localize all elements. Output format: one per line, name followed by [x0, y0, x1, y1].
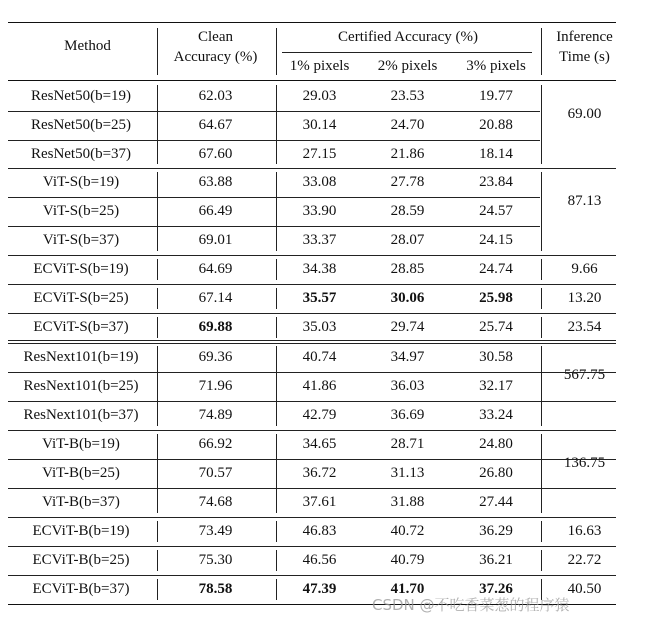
header-clean-line1: Clean	[198, 29, 233, 45]
header-1pct: 1% pixels	[289, 58, 350, 74]
value-cell-clean: 66.92	[198, 436, 233, 452]
column-divider	[541, 346, 542, 426]
header-inference-line1: Inference	[556, 29, 613, 45]
value-cell-c2: 28.85	[390, 261, 425, 277]
method-cell: ECViT-B(b=25)	[32, 552, 130, 568]
header-3pct: 3% pixels	[466, 58, 526, 74]
value-cell-c2: 31.88	[390, 494, 425, 510]
value-cell-c1: 37.61	[302, 494, 337, 510]
value-cell-c2: 36.03	[390, 378, 425, 394]
column-divider	[157, 550, 158, 571]
column-divider	[276, 521, 277, 542]
column-divider	[157, 521, 158, 542]
column-divider	[157, 346, 158, 426]
value-cell-clean: 66.49	[198, 203, 233, 219]
value-cell-clean: 62.03	[198, 87, 233, 104]
method-cell: ResNext101(b=19)	[23, 348, 139, 365]
column-divider	[157, 317, 158, 338]
column-divider	[157, 288, 158, 309]
value-cell-clean: 64.67	[198, 117, 233, 133]
column-divider	[276, 288, 277, 309]
column-divider	[276, 550, 277, 571]
value-cell-clean: 64.69	[198, 261, 233, 277]
value-cell-c1: 42.79	[302, 407, 337, 423]
column-divider	[276, 317, 277, 338]
inference-time-cell: 13.20	[567, 290, 602, 306]
value-cell-c1: 27.15	[302, 145, 337, 162]
column-divider	[276, 259, 277, 280]
value-cell-clean: 75.30	[198, 552, 233, 568]
value-cell-c2: 28.59	[390, 203, 425, 219]
value-cell-clean: 74.68	[198, 494, 233, 510]
value-cell-c2: 30.06	[390, 290, 425, 306]
value-cell-c3: 33.24	[479, 407, 513, 423]
column-divider	[157, 434, 158, 513]
certified-underline	[282, 52, 532, 53]
column-divider	[157, 28, 158, 75]
column-divider	[276, 434, 277, 513]
value-cell-c2: 31.13	[390, 465, 425, 481]
method-cell: ViT-B(b=37)	[42, 494, 120, 510]
method-cell: ECViT-S(b=19)	[33, 261, 129, 277]
column-divider	[157, 85, 158, 164]
inference-time-cell: 40.50	[567, 581, 602, 597]
method-cell: ViT-S(b=19)	[42, 174, 120, 190]
column-divider	[541, 85, 542, 164]
value-cell-c3: 25.98	[479, 290, 513, 306]
section-double-rule	[8, 340, 616, 341]
value-cell-clean: 69.36	[198, 348, 233, 365]
value-cell-c3: 19.77	[479, 87, 513, 104]
value-cell-c2: 27.78	[390, 174, 425, 190]
value-cell-clean: 69.01	[198, 232, 233, 248]
row-divider	[8, 168, 616, 169]
column-divider	[541, 434, 542, 513]
method-cell: ECViT-S(b=25)	[33, 290, 129, 306]
value-cell-clean: 78.58	[198, 581, 233, 597]
value-cell-c2: 34.97	[390, 348, 425, 365]
value-cell-c2: 28.71	[390, 436, 425, 452]
value-cell-c3: 20.88	[479, 117, 513, 133]
watermark: CSDN @不吃香菜葱的程序猿	[372, 596, 570, 614]
value-cell-c1: 46.56	[302, 552, 337, 568]
column-divider	[276, 346, 277, 426]
header-clean-line2: Accuracy (%)	[173, 49, 258, 65]
value-cell-c3: 24.74	[479, 261, 513, 277]
row-divider	[8, 111, 540, 112]
value-cell-c1: 47.39	[302, 581, 337, 597]
row-divider	[8, 546, 616, 547]
value-cell-c2: 40.72	[390, 523, 425, 539]
column-divider	[276, 28, 277, 75]
value-cell-c3: 24.57	[479, 203, 513, 219]
value-cell-c1: 36.72	[302, 465, 337, 481]
value-cell-c3: 36.29	[479, 523, 513, 539]
value-cell-c1: 33.08	[302, 174, 337, 190]
method-cell: ViT-B(b=19)	[42, 436, 120, 452]
row-divider	[8, 197, 540, 198]
row-divider	[8, 430, 616, 431]
method-cell: ResNext101(b=37)	[23, 407, 139, 423]
value-cell-c3: 26.80	[479, 465, 513, 481]
value-cell-c3: 27.44	[479, 494, 513, 510]
row-divider	[8, 459, 616, 460]
row-divider	[8, 488, 616, 489]
column-divider	[541, 172, 542, 251]
header-rule	[8, 80, 616, 81]
method-cell: ResNext101(b=25)	[23, 378, 139, 394]
value-cell-clean: 63.88	[198, 174, 233, 190]
value-cell-c3: 25.74	[479, 319, 513, 335]
value-cell-clean: 67.14	[198, 290, 233, 306]
row-divider	[8, 313, 616, 314]
value-cell-c1: 41.86	[302, 378, 337, 394]
row-divider	[8, 372, 616, 373]
value-cell-c2: 28.07	[390, 232, 425, 248]
column-divider	[157, 172, 158, 251]
column-divider	[276, 85, 277, 164]
value-cell-c1: 33.90	[302, 203, 337, 219]
row-divider	[8, 284, 616, 285]
top-rule	[8, 22, 616, 23]
method-cell: ResNet50(b=25)	[30, 117, 132, 133]
column-divider	[541, 28, 542, 75]
value-cell-c1: 34.65	[302, 436, 337, 452]
value-cell-c2: 40.79	[390, 552, 425, 568]
value-cell-c1: 30.14	[302, 117, 337, 133]
value-cell-c3: 24.15	[479, 232, 513, 248]
method-cell: ViT-S(b=37)	[42, 232, 120, 248]
inference-time-cell: 22.72	[567, 552, 602, 568]
value-cell-c3: 30.58	[479, 348, 513, 365]
value-cell-c2: 24.70	[390, 117, 425, 133]
value-cell-c2: 41.70	[390, 581, 425, 597]
value-cell-c2: 21.86	[390, 145, 425, 162]
method-cell: ECViT-S(b=37)	[33, 319, 129, 335]
method-cell: ResNet50(b=37)	[30, 145, 132, 162]
header-certified: Certified Accuracy (%)	[338, 29, 478, 45]
value-cell-c3: 36.21	[479, 552, 513, 568]
method-cell: ECViT-B(b=19)	[32, 523, 130, 539]
value-cell-clean: 70.57	[198, 465, 233, 481]
column-divider	[541, 521, 542, 542]
value-cell-clean: 74.89	[198, 407, 233, 423]
column-divider	[157, 259, 158, 280]
method-cell: ViT-S(b=25)	[42, 203, 120, 219]
row-divider	[8, 140, 540, 141]
inference-time-cell: 567.75	[563, 367, 606, 383]
column-divider	[276, 172, 277, 251]
row-divider	[8, 226, 540, 227]
header-2pct: 2% pixels	[377, 58, 438, 74]
row-divider	[8, 517, 616, 518]
column-divider	[541, 317, 542, 338]
method-cell: ResNet50(b=19)	[30, 87, 132, 104]
value-cell-c3: 23.84	[479, 174, 513, 190]
value-cell-c2: 36.69	[390, 407, 425, 423]
column-divider	[541, 259, 542, 280]
value-cell-c1: 33.37	[302, 232, 337, 248]
method-cell: ECViT-B(b=37)	[32, 581, 130, 597]
value-cell-c1: 35.03	[302, 319, 337, 335]
value-cell-clean: 73.49	[198, 523, 233, 539]
column-divider	[276, 579, 277, 600]
value-cell-c1: 40.74	[302, 348, 337, 365]
row-divider	[8, 575, 616, 576]
value-cell-c2: 29.74	[390, 319, 425, 335]
value-cell-c1: 34.38	[302, 261, 337, 277]
inference-time-cell: 9.66	[571, 261, 598, 277]
column-divider	[541, 288, 542, 309]
inference-time-cell: 136.75	[563, 454, 606, 471]
value-cell-clean: 69.88	[198, 319, 233, 335]
inference-time-cell: 23.54	[567, 319, 602, 335]
row-divider	[8, 255, 616, 256]
value-cell-c3: 32.17	[479, 378, 513, 394]
value-cell-c3: 18.14	[479, 145, 513, 162]
section-double-rule	[8, 343, 616, 344]
value-cell-c2: 23.53	[390, 87, 425, 104]
value-cell-c3: 37.26	[479, 581, 513, 597]
value-cell-clean: 71.96	[198, 378, 233, 394]
inference-time-cell: 87.13	[567, 192, 602, 209]
value-cell-c1: 29.03	[302, 87, 337, 104]
inference-time-cell: 69.00	[567, 105, 602, 122]
method-cell: ViT-B(b=25)	[42, 465, 120, 481]
value-cell-c1: 46.83	[302, 523, 337, 539]
row-divider	[8, 401, 616, 402]
column-divider	[157, 579, 158, 600]
value-cell-c3: 24.80	[479, 436, 513, 452]
header-method: Method	[64, 38, 111, 54]
inference-time-cell: 16.63	[567, 523, 602, 539]
column-divider	[541, 550, 542, 571]
value-cell-c1: 35.57	[302, 290, 337, 306]
header-inference-line2: Time (s)	[559, 49, 610, 65]
value-cell-clean: 67.60	[198, 145, 233, 162]
